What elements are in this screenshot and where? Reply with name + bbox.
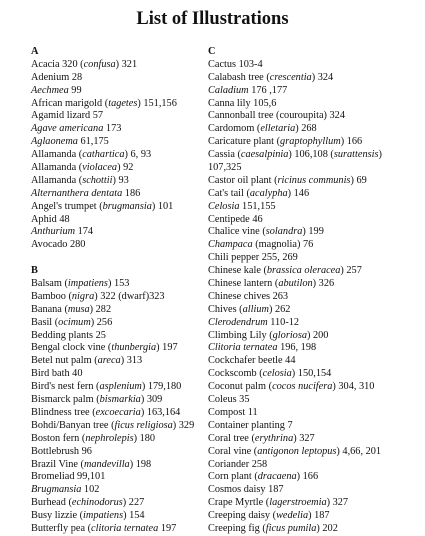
index-entry: 107,325: [208, 162, 242, 174]
index-entry: Compost 11: [208, 406, 258, 418]
index-entry: Balsam (impatiens) 153: [31, 278, 130, 290]
index-entry: Blindness tree (excoecaria) 163,164: [31, 406, 181, 418]
index-entry: Busy lizzie (impatiens) 154: [31, 510, 145, 522]
index-entry: Cat's tail (acalypha) 146: [208, 187, 310, 199]
section-letter: C: [208, 46, 216, 57]
index-entry: Cockscomb (celosia) 150,154: [208, 368, 332, 380]
index-entry: Angel's trumpet (brugmansia) 101: [31, 200, 174, 212]
index-entry: Bohdi/Banyan tree (ficus religiosa) 329: [31, 419, 195, 431]
index-entry: Creeping fig (ficus pumila) 202: [208, 522, 338, 534]
index-entry: Allamanda (cathartica) 6, 93: [31, 149, 152, 161]
index-entry: Chinese lantern (abutilon) 326: [208, 278, 335, 290]
index-entry: Coriander 258: [208, 458, 268, 470]
index-entry: Climbing Lily (gloriosa) 200: [208, 329, 329, 341]
index-entry: Creeping daisy (wedelia) 187: [208, 510, 330, 522]
index-entry: Bengal clock vine (thunbergia) 197: [31, 342, 178, 354]
index-entry: Aglaonema 61,175: [31, 136, 109, 148]
index-group-a: [31, 46, 236, 252]
index-entry: Aphid 48: [31, 213, 70, 225]
index-entry: Bamboo (nigra) 322 (dwarf)323: [31, 290, 165, 302]
index-entry: Coconut palm (cocos nucifera) 304, 310: [208, 381, 375, 393]
index-entry: Agave americana 173: [31, 123, 122, 135]
index-entry: Coleus 35: [208, 394, 250, 406]
index-entry: Clerodendrum 110-12: [208, 316, 300, 328]
index-entry: Chinese chives 263: [208, 290, 289, 302]
index-entry: African marigold (tagetes) 151,156: [31, 97, 177, 109]
right-column: [208, 46, 422, 536]
index-entry: Castor oil plant (ricinus communis) 69: [208, 174, 367, 186]
index-entry: Celosia 151,155: [208, 200, 276, 212]
index-group-c: [208, 46, 422, 536]
index-group-b: [31, 265, 236, 536]
index-entry: Container planting 7: [208, 419, 293, 431]
index-entry: Adenium 28: [31, 71, 83, 83]
index-entry: Canna lily 105,6: [208, 97, 277, 109]
index-entry: Coral tree (erythrina) 327: [208, 432, 315, 444]
index-entry: Chalice vine (solandra) 199: [208, 226, 324, 238]
index-entry: Betel nut palm (areca) 313: [31, 355, 143, 367]
index-entry: Cardomom (elletaria) 268: [208, 123, 317, 135]
index-entry: Bottlebrush 96: [31, 445, 92, 457]
index-entry: Burhead (echinodorus) 227: [31, 497, 145, 509]
index-entry: Boston fern (nephrolepis) 180: [31, 432, 156, 444]
index-entry: Bird's nest fern (asplenium) 179,180: [31, 381, 182, 393]
index-entry: Corn plant (dracaena) 166: [208, 471, 319, 483]
index-entry: Bismarck palm (bismarkia) 309: [31, 394, 163, 406]
index-entry: Champaca (magnolia) 76: [208, 239, 314, 251]
index-entry: Chives (allium) 262: [208, 303, 291, 315]
index-entry: Agamid lizard 57: [31, 110, 104, 122]
index-entry: Banana (musa) 282: [31, 303, 112, 315]
index-entry: Aechmea 99: [31, 84, 82, 96]
section-letter: A: [31, 46, 39, 57]
index-entry: Crape Myrtle (lagerstroemia) 327: [208, 497, 349, 509]
index-entry: Calabash tree (crescentia) 324: [208, 71, 334, 83]
entry-list: [31, 278, 236, 536]
index-entry: Centipede 46: [208, 213, 263, 225]
index-entry: Anthurium 174: [31, 226, 94, 238]
index-entry: Bedding plants 25: [31, 329, 106, 341]
index-entry: Cactus 103-4: [208, 58, 263, 70]
index-entry: Bird bath 40: [31, 368, 83, 380]
index-entry: Brugmansia 102: [31, 484, 100, 496]
entry-list: [31, 59, 236, 252]
section-letter: B: [31, 265, 38, 277]
index-entry: Bromeliad 99,101: [31, 471, 106, 483]
index-entry: Cosmos daisy 187: [208, 484, 284, 496]
index-entry: Chili pepper 255, 269: [208, 252, 298, 264]
index-entry: Allamanda (schottii) 93: [31, 174, 129, 186]
page-title: List of Illustrations: [136, 9, 289, 29]
index-entry: Caladium 176 ,177: [208, 84, 288, 96]
index-entry: Avocado 280: [31, 239, 86, 251]
index-entry: Alternanthera dentata 186: [31, 187, 141, 199]
left-column: [31, 46, 236, 536]
index-entry: Cockchafer beetle 44: [208, 355, 296, 367]
index-entry: Caricature plant (graptophyllum) 166: [208, 136, 363, 148]
group-spacer: [31, 252, 236, 265]
index-entry: Clitoria ternatea 196, 198: [208, 342, 317, 354]
index-entry: Acacia 320 (confusa) 321: [31, 58, 138, 70]
index-entry: Butterfly pea (clitoria ternatea 197: [31, 522, 177, 534]
index-entry: Chinese kale (brassica oleracea) 257: [208, 265, 362, 277]
index-entry: Cannonball tree (couroupita) 324: [208, 110, 345, 122]
index-entry: Brazil Vine (mandevilla) 198: [31, 458, 152, 470]
index-entry: Basil (ocimum) 256: [31, 316, 113, 328]
index-entry: Coral vine (antigonon leptopus) 4,66, 201: [208, 445, 382, 457]
index-entry: Cassia (caesalpinia) 106,108 (surattensis): [208, 149, 382, 161]
index-entry: Allamanda (violacea) 92: [31, 162, 134, 174]
entry-list: [208, 59, 422, 536]
